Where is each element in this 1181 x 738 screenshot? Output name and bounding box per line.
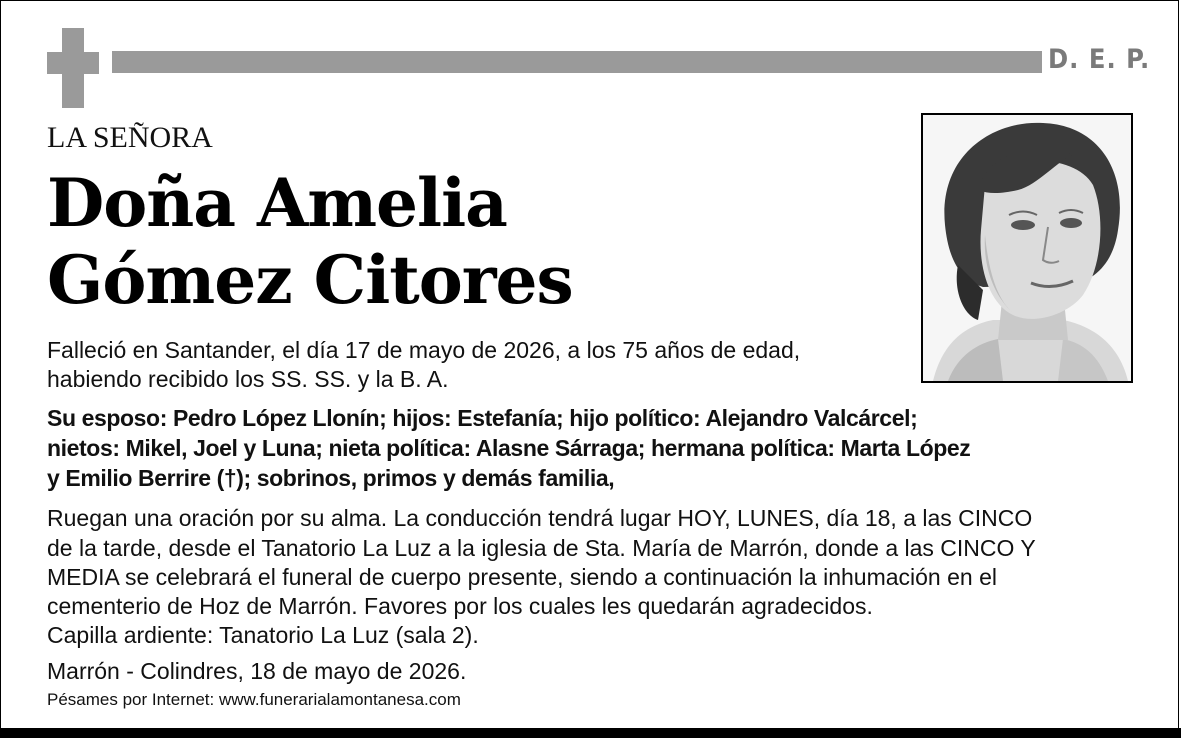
cross-icon <box>47 28 99 108</box>
funeral-info-line3: MEDIA se celebrará el funeral de cuerpo presente, siendo a continuación la inhumación en el <box>47 564 997 590</box>
portrait-photo <box>921 113 1133 383</box>
chapel-info: Capilla ardiente: Tanatorio La Luz (sala 2). <box>47 622 479 648</box>
funeral-info-line4: cementerio de Hoz de Marrón. Favores por los cuales les quedarán agradecidos. <box>47 593 873 619</box>
family-line1: Su esposo: Pedro López Llonín; hijos: Estefanía; hijo político: Alejandro Valcárcel; <box>47 405 918 431</box>
header-rule <box>112 51 1042 73</box>
family-line3: y Emilio Berrire (†); sobrinos, primos y demás familia, <box>47 465 615 491</box>
place-date: Marrón - Colindres, 18 de mayo de 2026. <box>47 658 467 684</box>
bottom-rule <box>0 728 1181 738</box>
family-line2: nietos: Mikel, Joel y Luna; nieta política: Alasne Sárraga; hermana política: Marta López <box>47 435 971 461</box>
deceased-name-line1: Doña Amelia <box>47 164 507 242</box>
condolences-web: Pésames por Internet: www.funerarialamontanesa.com <box>47 690 461 709</box>
death-info-line2: habiendo recibido los SS. SS. y la B. A. <box>47 366 449 392</box>
funeral-info-line2: de la tarde, desde el Tanatorio La Luz a la iglesia de Sta. María de Marrón, donde a las CINCO Y <box>47 535 1036 561</box>
funeral-info-line1: Ruegan una oración por su alma. La conducción tendrá lugar HOY, LUNES, día 18, a las CINCO <box>47 505 1033 531</box>
portrait-photo-drawing <box>923 115 1131 381</box>
deceased-name-line2: Gómez Citores <box>47 241 573 319</box>
honorific-title: LA SEÑORA <box>47 121 213 154</box>
death-info-line1: Falleció en Santander, el día 17 de mayo de 2026, a los 75 años de edad, <box>47 337 801 363</box>
dep-label: D. E. P. <box>1048 44 1151 75</box>
